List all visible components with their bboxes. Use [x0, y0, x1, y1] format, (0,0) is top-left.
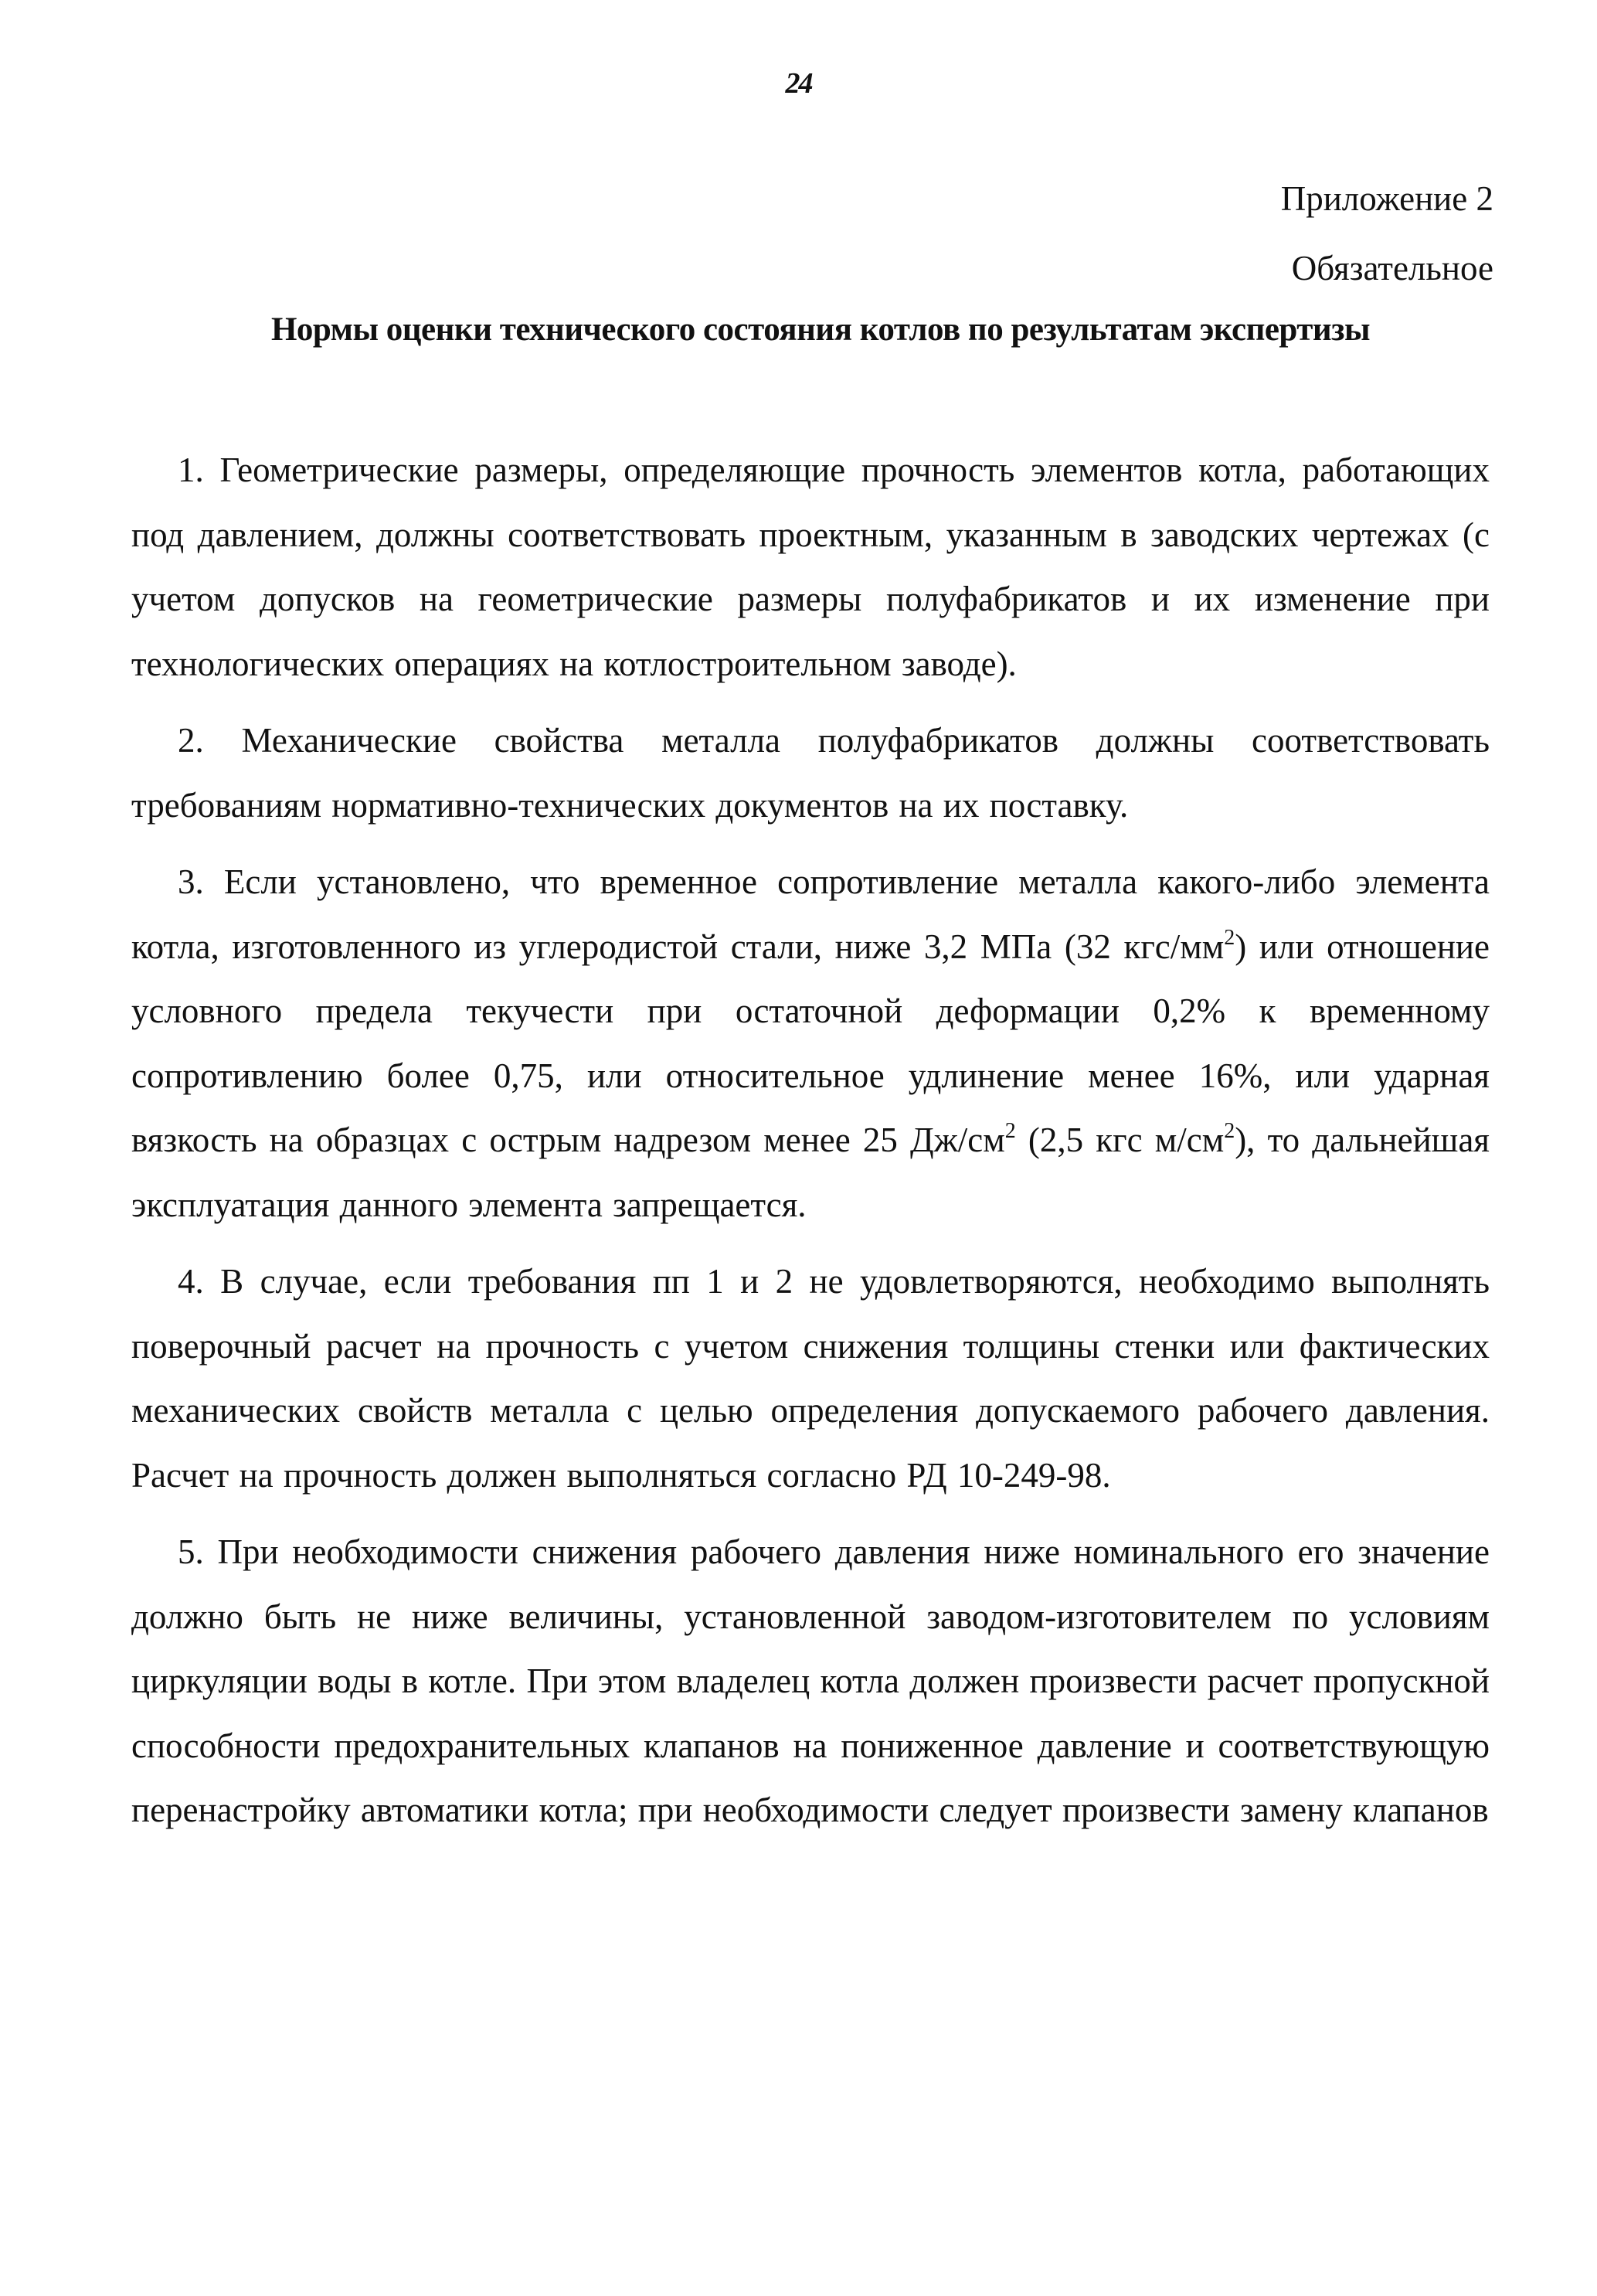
document-title: Нормы оценки технического состояния котлов по результатам экспертизы	[270, 311, 1371, 348]
paragraph-3-sup-3: 2	[1224, 1119, 1235, 1143]
paragraph-3	[131, 850, 1490, 1237]
appendix-label: Приложение 2	[1280, 179, 1493, 218]
paragraph-5: 5. При необходимости снижения рабочего давления ниже номинального его значение должно быть не ниже величины, установленной заводом-изготовителем по условиям циркуляции воды в котле. При этом владелец котла должен произвести расчет пропускной способности предохранительных клапанов на пониженное давление и соответствующую перенастройку автоматики котла; при необходимости следует произвести замену клапанов	[131, 1532, 1490, 1829]
paragraph-3-text-1: 3. Если установлено, что временное сопротивление металла какого-либо элемента котла, изготовленного из углеродистой стали, ниже 3,2 МПа (32 кгс/мм	[131, 862, 1490, 966]
paragraph-3-sup-2: 2	[1004, 1119, 1016, 1143]
paragraph-3-text-4: ), то дальнейшая эксплуатация данного элемента запрещается.	[131, 1121, 1490, 1224]
paragraph-2: 2. Механические свойства металла полуфабрикатов должны соответствовать требованиям нормативно-технических документов на их поставку.	[131, 721, 1490, 825]
paragraph-3-text-2: ) или отношение условного предела текучести при остаточной деформации 0,2% к временному сопротивлению более 0,75, или относительное удлинение менее 16%, или ударная вязкость на образцах с острым надрезом менее 25 Дж/см	[131, 927, 1490, 1159]
paragraph-1: 1. Геометрические размеры, определяющие прочность элементов котла, работающих под давлением, должны соответствовать проектным, указанным в заводских чертежах (с учетом допусков на геометрические размеры полуфабрикатов и их изменение при технологических операциях на котлостроительном заводе).	[131, 451, 1490, 683]
paragraph-3-text-3: (2,5 кгс м/см	[1015, 1121, 1225, 1159]
paragraph-4: 4. В случае, если требования пп 1 и 2 не удовлетворяются, необходимо выполнять поверочный расчет на прочность с учетом снижения толщины стенки или фактических механических свойств металла с целью определения допускаемого рабочего давления. Расчет на прочность должен выполняться согласно РД 10-249-98.	[131, 1262, 1490, 1495]
page-number: 24	[785, 67, 812, 100]
appendix-header	[1281, 164, 1493, 303]
document-body	[131, 438, 1490, 1856]
paragraph-3-sup-1: 2	[1224, 925, 1235, 950]
appendix-status: Обязательное	[1291, 249, 1493, 287]
